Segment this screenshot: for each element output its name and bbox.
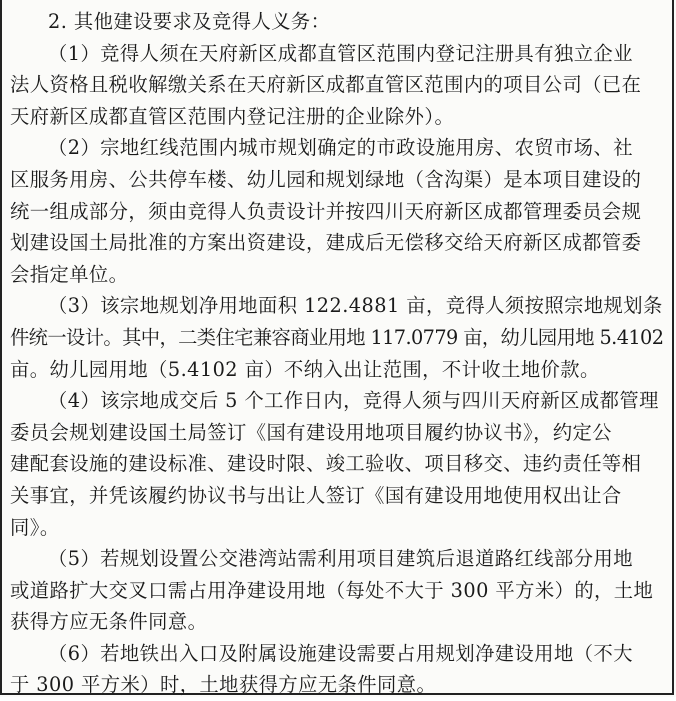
clause-1-line-2: 法人资格且税收解缴关系在天府新区成都直管区范围内的项目公司（已在: [10, 73, 642, 97]
clause-2-line-3: 统一组成部分，须由竞得人负责设计并按四川天府新区成都管理委员会规: [10, 199, 642, 223]
clause-2-line-5: 会指定单位。: [10, 262, 129, 286]
clause-1-line-3: 天府新区成都直管区范围内登记注册的企业除外）。: [10, 104, 455, 128]
clause-2-line-1: （2）宗地红线范围内城市规划确定的市政设施用房、农贸市场、社: [48, 136, 633, 160]
clause-4-line-4: 关事宜，并凭该履约协议书与出让人签订《国有建设用地使用权出让合: [10, 483, 622, 507]
clause-4-line-3: 建配套设施的建设标准、建设时限、竣工验收、项目移交、违约责任等相: [10, 452, 642, 476]
clause-3-line-1: （3）该宗地规划净用地面积 122.4881 亩，竞得人须按照宗地规划条: [48, 294, 663, 318]
clause-2-line-4: 划建设国土局批准的方案出资建设，建成后无偿移交给天府新区成都管委: [10, 231, 642, 255]
clause-5-line-1: （5）若规划设置公交港湾站需利用项目建筑后退道路红线部分用地: [48, 547, 633, 571]
clause-3-line-2: 件统一设计。其中，二类住宅兼容商业用地 117.0779 亩，幼儿园用地 5.4102: [10, 325, 664, 349]
clause-6-line-2: 于 300 平方米）时，土地获得方应无条件同意。: [10, 673, 437, 697]
clause-4-line-2: 委员会规划建设国土局签订《国有建设用地项目履约协议书》，约定公: [10, 420, 613, 444]
section-heading: 2. 其他建设要求及竞得人义务：: [48, 10, 331, 33]
clause-5-line-2: 或道路扩大交叉口需占用净建设用地（每处不大于 300 平方米）的，土地: [10, 578, 654, 602]
clause-2-line-2: 区服务用房、公共停车楼、幼儿园和规划绿地（含沟渠）是本项目建设的: [10, 167, 642, 191]
clause-1-line-1: （1）竞得人须在天府新区成都直管区范围内登记注册具有独立企业: [48, 41, 633, 65]
clause-4-line-5: 同》。: [10, 515, 60, 539]
clause-6-line-1: （6）若地铁出入口及附属设施建设需要占用规划净建设用地（不大: [48, 641, 633, 665]
clause-5-line-3: 获得方应无条件同意。: [10, 610, 208, 634]
clause-3-line-3: 亩。幼儿园用地（5.4102 亩）不纳入出让范围，不计收土地价款。: [10, 357, 600, 381]
document-body: [10, 6, 664, 701]
clause-4-line-1: （4）该宗地成交后 5 个工作日内，竞得人须与四川天府新区成都管理: [48, 389, 659, 413]
